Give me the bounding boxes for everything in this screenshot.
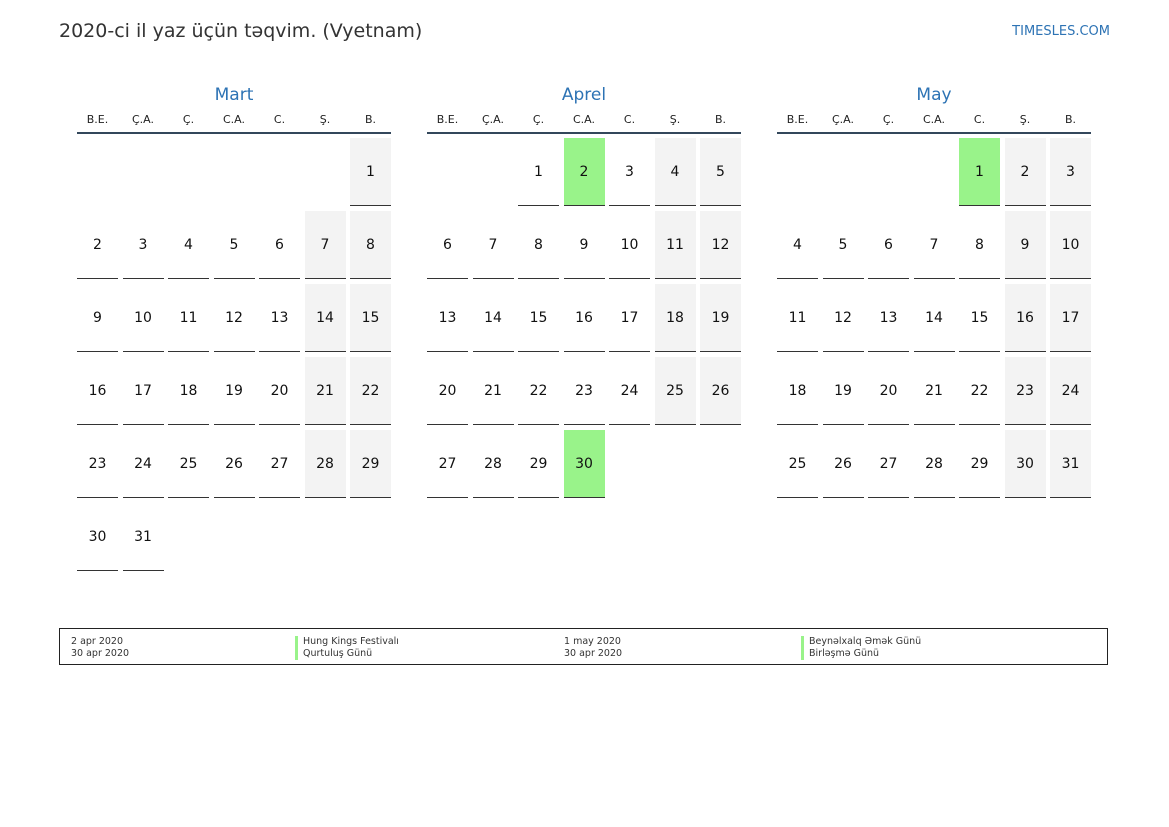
holiday-names-col2 (801, 636, 921, 660)
page-title: 2020-ci il yaz üçün təqvim. (Vyetnam) (59, 20, 423, 42)
day-cell[interactable]: 16 (564, 284, 605, 352)
day-cell[interactable]: 8 (959, 211, 1000, 279)
day-cell[interactable]: 10 (1050, 211, 1091, 279)
day-cell[interactable]: 3 (609, 138, 650, 206)
holiday-day-cell[interactable]: 30 (564, 430, 605, 498)
empty-cell (77, 138, 118, 206)
month-title: Aprel (561, 85, 607, 105)
day-cell[interactable]: 29 (350, 430, 391, 498)
day-cell[interactable]: 24 (123, 430, 164, 498)
day-cell[interactable]: 24 (1050, 357, 1091, 425)
day-cell[interactable]: 21 (305, 357, 346, 425)
day-cell[interactable]: 7 (305, 211, 346, 279)
day-cell[interactable]: 4 (168, 211, 209, 279)
day-cell[interactable]: 15 (959, 284, 1000, 352)
day-cell[interactable]: 19 (823, 357, 864, 425)
day-cell[interactable]: 28 (305, 430, 346, 498)
holiday-name: Hung Kings Festivalı (295, 636, 399, 648)
day-cell[interactable]: 29 (518, 430, 559, 498)
day-cell[interactable]: 9 (564, 211, 605, 279)
day-cell[interactable]: 2 (77, 211, 118, 279)
day-cell[interactable]: 11 (655, 211, 696, 279)
month-grid (427, 138, 741, 498)
day-cell[interactable]: 10 (123, 284, 164, 352)
weekday-label: B.E. (786, 112, 809, 126)
day-cell[interactable]: 23 (77, 430, 118, 498)
holiday-name: Beynəlxalq Əmək Günü (801, 636, 921, 648)
day-cell[interactable]: 20 (427, 357, 468, 425)
day-cell[interactable]: 26 (214, 430, 255, 498)
day-cell[interactable]: 13 (259, 284, 300, 352)
day-cell[interactable]: 8 (350, 211, 391, 279)
month-grid (77, 138, 391, 571)
weekday-label: C. (623, 112, 636, 126)
day-cell[interactable]: 29 (959, 430, 1000, 498)
day-cell[interactable]: 19 (700, 284, 741, 352)
day-cell[interactable]: 7 (914, 211, 955, 279)
weekday-label: B.E. (436, 112, 459, 126)
day-cell[interactable]: 25 (168, 430, 209, 498)
day-cell[interactable]: 13 (427, 284, 468, 352)
weekday-label: Ç. (882, 112, 895, 126)
day-cell[interactable]: 14 (914, 284, 955, 352)
day-cell[interactable]: 11 (777, 284, 818, 352)
weekday-label: Ç.A. (481, 112, 504, 126)
empty-cell (427, 138, 468, 206)
day-cell[interactable]: 18 (168, 357, 209, 425)
holiday-date: 30 apr 2020 (564, 648, 623, 659)
day-cell[interactable]: 6 (259, 211, 300, 279)
empty-cell (777, 138, 818, 206)
day-cell[interactable]: 24 (609, 357, 650, 425)
weekday-label: C. (973, 112, 986, 126)
day-cell[interactable]: 1 (350, 138, 391, 206)
day-cell[interactable]: 7 (473, 211, 514, 279)
empty-cell (168, 138, 209, 206)
day-cell[interactable]: 30 (1005, 430, 1046, 498)
day-cell[interactable]: 4 (777, 211, 818, 279)
day-cell[interactable]: 15 (350, 284, 391, 352)
weekday-header (427, 106, 741, 134)
weekday-label: C.A. (222, 112, 245, 126)
month-title: May (916, 85, 952, 105)
holiday-day-cell[interactable]: 2 (564, 138, 605, 206)
month-title: Mart (214, 85, 254, 105)
day-cell[interactable]: 2 (1005, 138, 1046, 206)
weekday-label: C. (273, 112, 286, 126)
empty-cell (823, 138, 864, 206)
day-cell[interactable]: 10 (609, 211, 650, 279)
day-cell[interactable]: 31 (1050, 430, 1091, 498)
weekday-label: Ç.A. (131, 112, 154, 126)
day-cell[interactable]: 20 (868, 357, 909, 425)
empty-cell (305, 138, 346, 206)
day-cell[interactable]: 6 (427, 211, 468, 279)
day-cell[interactable]: 27 (259, 430, 300, 498)
empty-cell (123, 138, 164, 206)
day-cell[interactable]: 17 (609, 284, 650, 352)
weekday-label: Ç. (532, 112, 545, 126)
day-cell[interactable]: 5 (700, 138, 741, 206)
weekday-label: B. (1064, 112, 1077, 126)
day-cell[interactable]: 17 (123, 357, 164, 425)
holiday-legend (59, 628, 1108, 665)
weekday-label: Ş. (1019, 112, 1031, 126)
weekday-header (777, 106, 1091, 134)
day-cell[interactable]: 6 (868, 211, 909, 279)
holiday-date: 1 may 2020 (564, 636, 621, 647)
day-cell[interactable]: 9 (77, 284, 118, 352)
month-grid (777, 138, 1091, 498)
holiday-date: 2 apr 2020 (71, 636, 124, 647)
day-cell[interactable]: 16 (77, 357, 118, 425)
holiday-names-col1 (295, 636, 399, 660)
day-cell[interactable]: 28 (473, 430, 514, 498)
weekday-label: Ç.A. (831, 112, 854, 126)
day-cell[interactable]: 18 (777, 357, 818, 425)
day-cell[interactable]: 21 (473, 357, 514, 425)
day-cell[interactable]: 5 (214, 211, 255, 279)
day-cell[interactable]: 18 (655, 284, 696, 352)
month-march (77, 84, 391, 571)
day-cell[interactable]: 4 (655, 138, 696, 206)
month-may (777, 84, 1091, 498)
weekday-label: Ş. (319, 112, 331, 126)
holiday-dates-col2 (564, 636, 622, 660)
day-cell[interactable]: 30 (77, 503, 118, 571)
day-cell[interactable]: 17 (1050, 284, 1091, 352)
day-cell[interactable]: 23 (564, 357, 605, 425)
weekday-label: Ş. (669, 112, 681, 126)
day-cell[interactable]: 22 (518, 357, 559, 425)
day-cell[interactable]: 12 (700, 211, 741, 279)
holiday-date: 30 apr 2020 (71, 648, 130, 659)
site-link[interactable]: TIMESLES.COM (1012, 24, 1110, 39)
day-cell[interactable]: 13 (868, 284, 909, 352)
weekday-label: B. (714, 112, 727, 126)
day-cell[interactable]: 22 (959, 357, 1000, 425)
day-cell[interactable]: 23 (1005, 357, 1046, 425)
day-cell[interactable]: 5 (823, 211, 864, 279)
weekday-label: C.A. (922, 112, 945, 126)
day-cell[interactable]: 8 (518, 211, 559, 279)
day-cell[interactable]: 25 (655, 357, 696, 425)
day-cell[interactable]: 3 (123, 211, 164, 279)
day-cell[interactable]: 27 (427, 430, 468, 498)
day-cell[interactable]: 20 (259, 357, 300, 425)
day-cell[interactable]: 25 (777, 430, 818, 498)
day-cell[interactable]: 9 (1005, 211, 1046, 279)
day-cell[interactable]: 27 (868, 430, 909, 498)
empty-cell (259, 138, 300, 206)
day-cell[interactable]: 22 (350, 357, 391, 425)
empty-cell (473, 138, 514, 206)
month-april (427, 84, 741, 498)
weekday-label: C.A. (572, 112, 595, 126)
weekday-label: B. (364, 112, 377, 126)
day-cell[interactable]: 16 (1005, 284, 1046, 352)
weekday-label: Ç. (182, 112, 195, 126)
weekday-header (77, 106, 391, 134)
day-cell[interactable]: 1 (518, 138, 559, 206)
holiday-name: Birləşmə Günü (801, 648, 921, 660)
day-cell[interactable]: 3 (1050, 138, 1091, 206)
holiday-name: Qurtuluş Günü (295, 648, 399, 660)
day-cell[interactable]: 15 (518, 284, 559, 352)
day-cell[interactable]: 31 (123, 503, 164, 571)
day-cell[interactable]: 26 (700, 357, 741, 425)
day-cell[interactable]: 26 (823, 430, 864, 498)
day-cell[interactable]: 14 (473, 284, 514, 352)
holiday-dates-col1 (71, 636, 129, 660)
day-cell[interactable]: 12 (823, 284, 864, 352)
day-cell[interactable]: 19 (214, 357, 255, 425)
day-cell[interactable]: 14 (305, 284, 346, 352)
day-cell[interactable]: 21 (914, 357, 955, 425)
holiday-day-cell[interactable]: 1 (959, 138, 1000, 206)
empty-cell (868, 138, 909, 206)
day-cell[interactable]: 28 (914, 430, 955, 498)
empty-cell (914, 138, 955, 206)
day-cell[interactable]: 11 (168, 284, 209, 352)
day-cell[interactable]: 12 (214, 284, 255, 352)
weekday-label: B.E. (86, 112, 109, 126)
empty-cell (214, 138, 255, 206)
